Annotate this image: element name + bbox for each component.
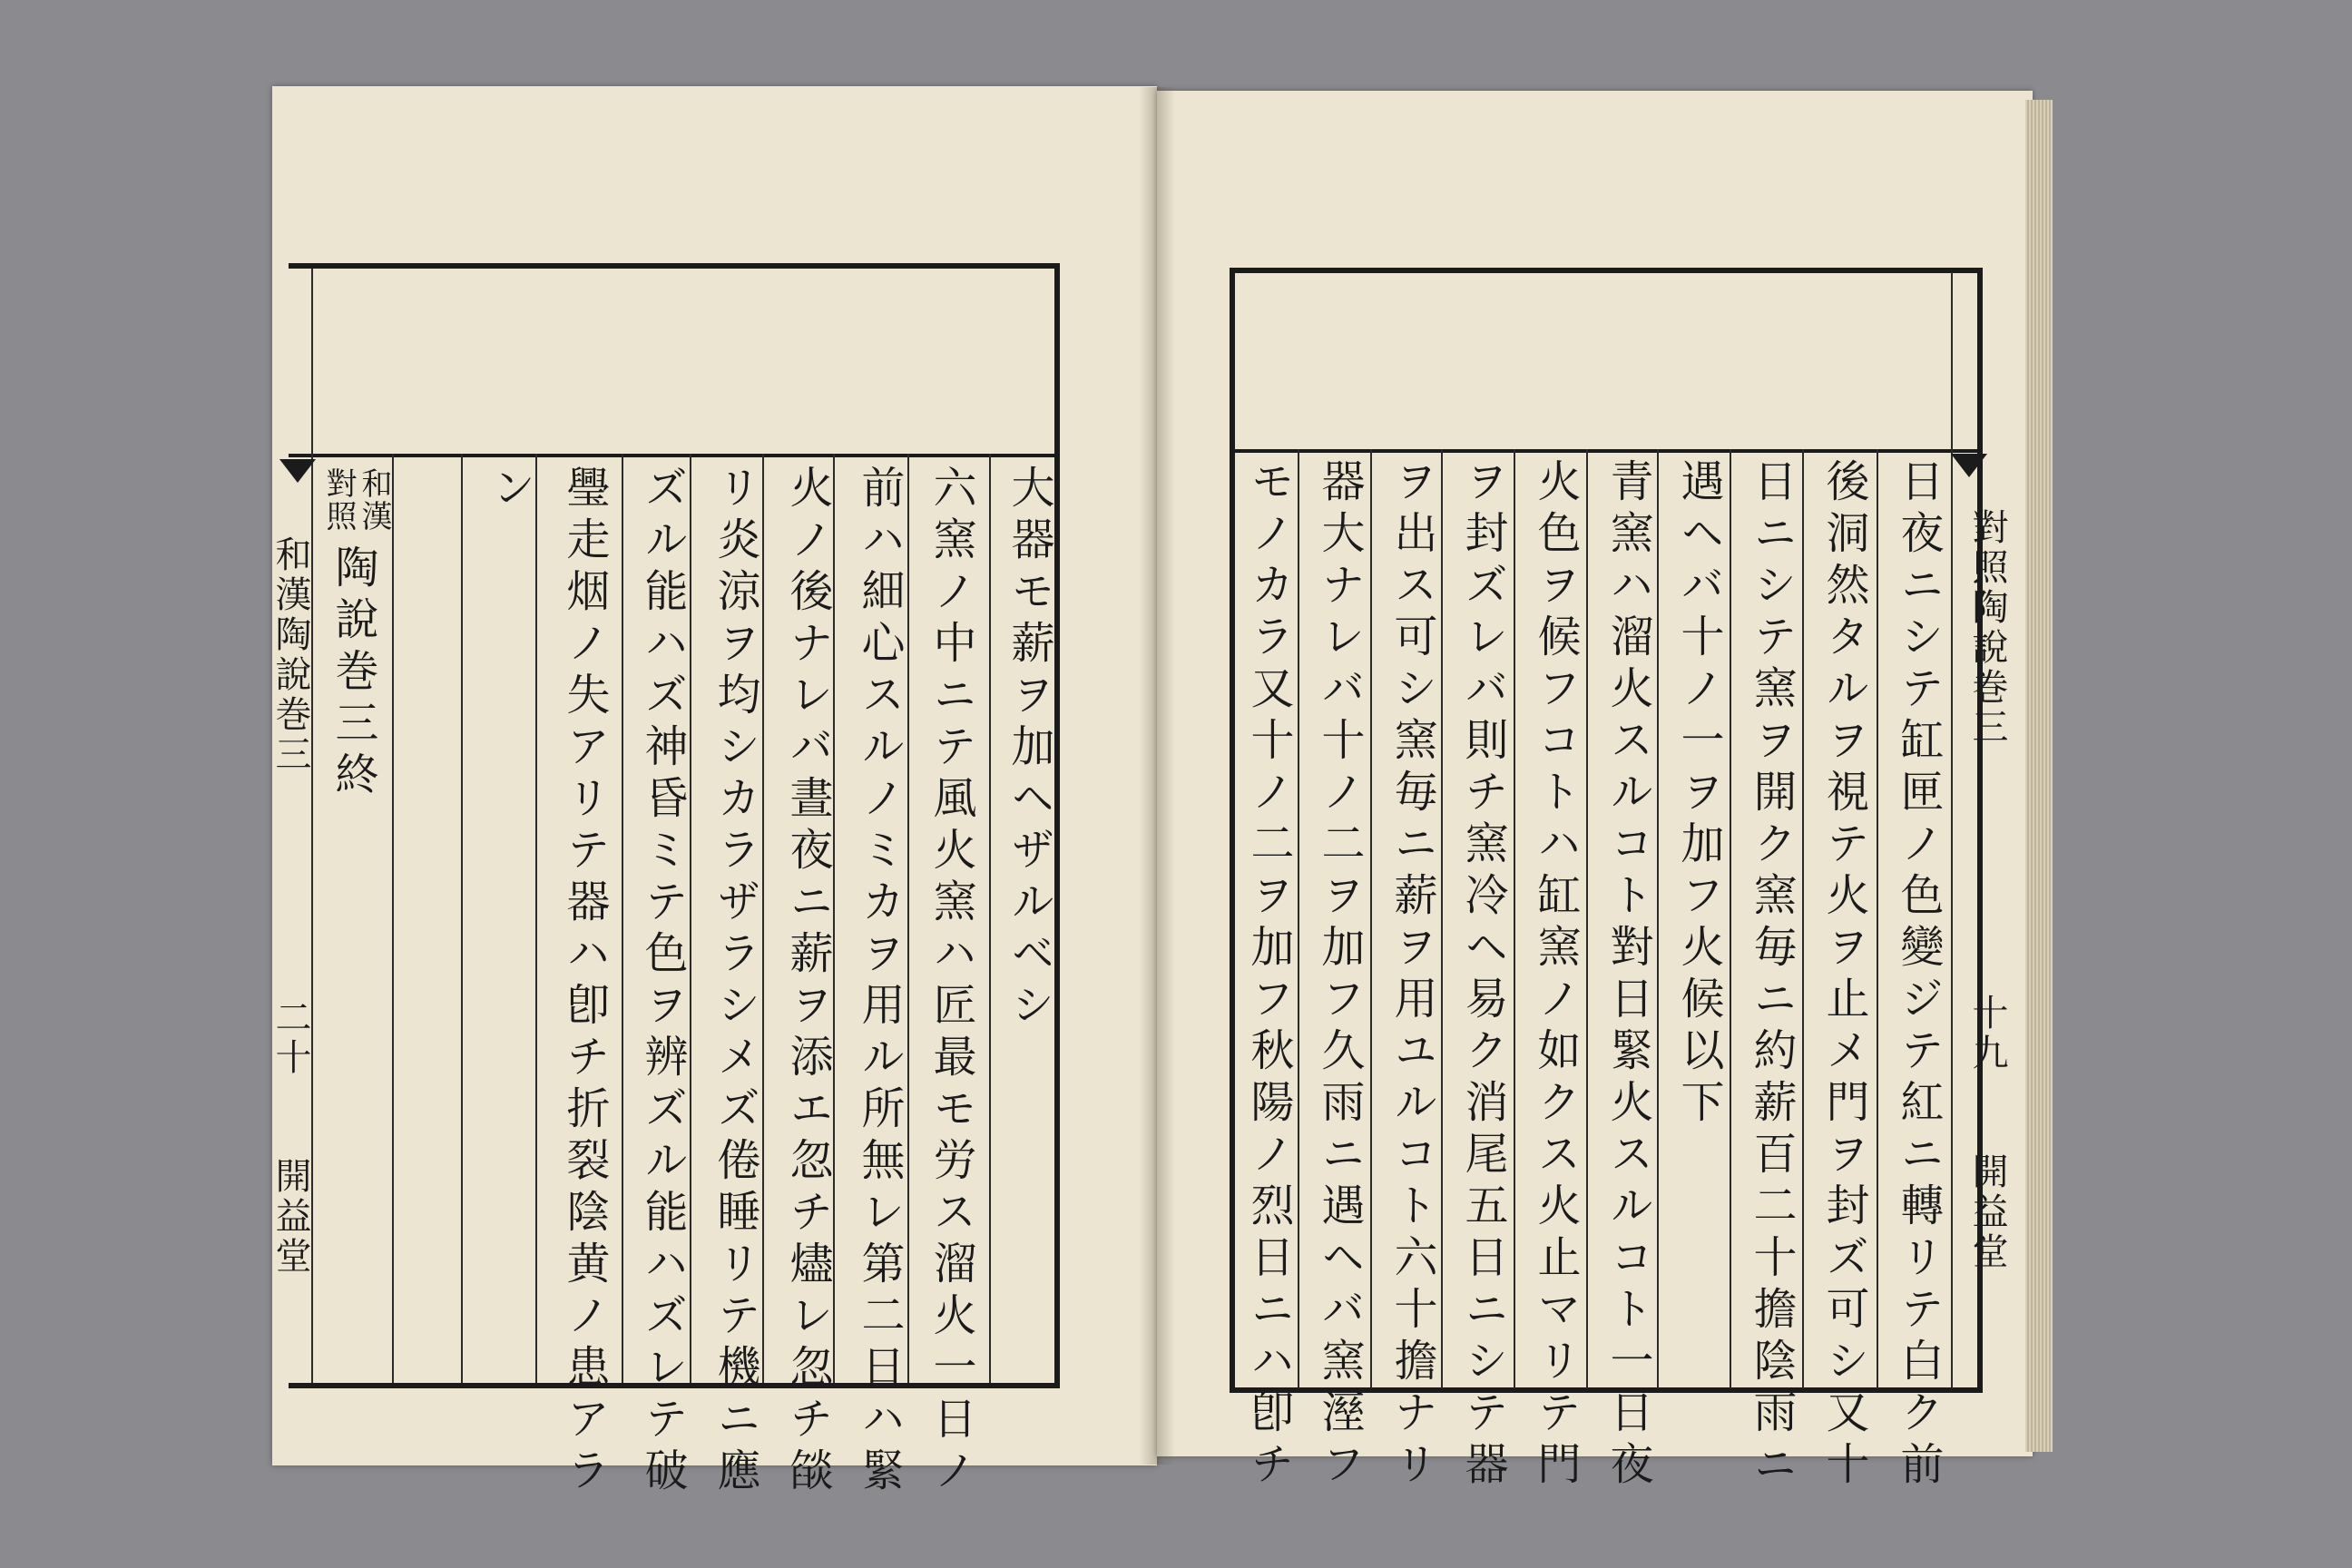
left-title-main: 陶說巻三終: [328, 544, 378, 803]
left-margin-title: 和漢陶說巻三: [270, 535, 311, 775]
right-margin-title: 對照陶說巻三: [1966, 508, 2008, 748]
fold-mark: [1951, 454, 1987, 477]
right-column-4: 遇ヘバ十ノ一ヲ加フ火候以下: [1673, 458, 1724, 1131]
column-rule: [907, 454, 909, 1383]
right-margin-folio: 十九: [1966, 994, 2008, 1073]
column-rule: [690, 454, 691, 1383]
column-rule: [1514, 449, 1515, 1388]
column-rule: [392, 454, 394, 1383]
column-rule: [989, 454, 991, 1383]
book-gutter: [1139, 87, 1175, 1465]
left-column-3: 前ハ細心スルノミカヲ用ル所無レ第二日ハ緊: [854, 465, 905, 1499]
right-column-10: モノカラ又十ノ二ヲ加フ秋陽ノ烈日ニハ卽チ: [1243, 458, 1294, 1493]
column-rule: [833, 454, 835, 1383]
left-column-1: 大器モ薪ヲ加ヘザルベシ: [1004, 465, 1054, 1034]
right-header-rule: [1230, 449, 1983, 453]
right-column-1: 日夜ニシテ缸匣ノ色變ジテ紅ニ轉リテ白ク前: [1893, 458, 1944, 1493]
right-column-2: 後洞然タルヲ視テ火ヲ止メ門ヲ封ズ可シ又十: [1818, 458, 1869, 1493]
left-title-line-1: 和漢: [356, 467, 392, 533]
left-column-6: ズル能ハズ神昏ミテ色ヲ辨ズル能ハズレテ破: [637, 465, 688, 1499]
column-rule: [1657, 449, 1659, 1388]
column-rule: [535, 454, 537, 1383]
right-column-3: 日ニシテ窯ヲ開ク窯毎ニ約薪百二十擔陰雨ニ: [1746, 458, 1797, 1493]
left-title-line-2: 對照: [320, 467, 357, 533]
column-rule: [1298, 449, 1299, 1388]
right-margin-publisher: 開益堂: [1966, 1152, 2008, 1272]
left-margin-rule: [311, 269, 313, 1383]
right-column-6: 火色ヲ候フコトハ缸窯ノ如クス火止マリテ門: [1530, 458, 1581, 1493]
column-rule: [1730, 449, 1731, 1388]
column-rule: [1586, 449, 1588, 1388]
left-column-2: 六窯ノ中ニテ風火窯ハ匠最モ労ス溜火一日ノ: [926, 465, 976, 1499]
column-rule: [461, 454, 463, 1383]
column-rule: [622, 454, 623, 1383]
left-header-rule: [289, 454, 1060, 457]
left-margin-publisher: 開益堂: [270, 1157, 311, 1277]
column-rule: [1802, 449, 1804, 1388]
column-rule: [1441, 449, 1443, 1388]
right-column-9: 器大ナレバ十ノ二ヲ加フ久雨ニ遇ヘバ窯溼フ: [1314, 458, 1365, 1493]
left-column-7: 璺走烟ノ失アリテ器ハ卽チ折裂陰黄ノ患アラ: [559, 465, 610, 1499]
right-column-5: 青窯ハ溜火スルコト對日緊火スルコト一日夜: [1602, 458, 1653, 1493]
left-column-4: 火ノ後ナレバ晝夜ニ薪ヲ添エ忽チ燼レ忽チ燄: [782, 465, 833, 1499]
column-rule: [1370, 449, 1372, 1388]
left-margin-folio: 二十: [270, 998, 311, 1078]
column-rule: [762, 454, 764, 1383]
left-column-5: リ炎涼ヲ均シカラザラシメズ倦睡リテ機ニ應: [710, 465, 760, 1499]
right-margin-rule: [1951, 272, 1953, 1388]
fold-mark: [279, 459, 316, 483]
right-column-8: ヲ出ス可シ窯毎ニ薪ヲ用ユルコト六十擔ナリ: [1387, 458, 1437, 1493]
right-column-7: ヲ封ズレバ則チ窯冷ヘ易ク消尾五日ニシテ器: [1457, 458, 1508, 1493]
left-column-8: ン: [485, 465, 535, 516]
column-rule: [1877, 449, 1878, 1388]
page-edges: [2025, 100, 2053, 1452]
